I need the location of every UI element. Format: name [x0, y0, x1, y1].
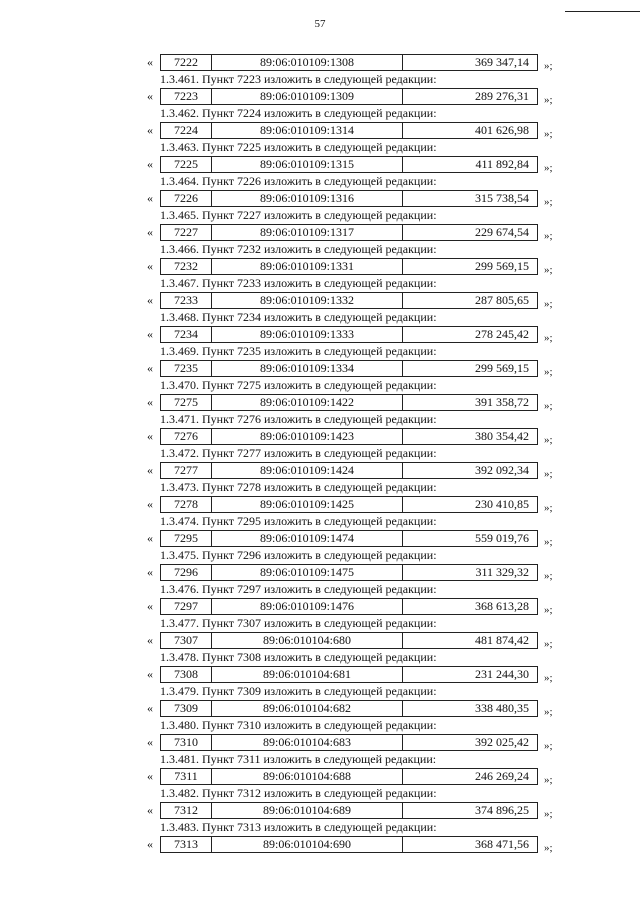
item-number-cell: 7308 — [160, 666, 212, 683]
close-quote: »; — [544, 196, 553, 208]
value-cell: 392 092,34 — [403, 462, 538, 479]
amendment-heading: 1.3.466. Пункт 7232 изложить в следующей редакции: — [160, 242, 437, 256]
open-quote: « — [147, 701, 153, 715]
amendment-entry — [0, 141, 640, 175]
item-number-cell: 7312 — [160, 802, 212, 819]
close-quote: »; — [544, 366, 553, 378]
table-row — [147, 700, 553, 717]
close-quote: »; — [544, 740, 553, 752]
amendment-entry — [0, 447, 640, 481]
item-number-cell: 7232 — [160, 258, 212, 275]
close-quote: »; — [544, 60, 553, 72]
open-quote: « — [147, 225, 153, 239]
value-cell: 368 471,56 — [403, 836, 538, 853]
amendment-heading: 1.3.483. Пункт 7313 изложить в следующей редакции: — [160, 820, 437, 834]
value-cell: 289 276,31 — [403, 88, 538, 105]
amendment-heading: 1.3.481. Пункт 7311 изложить в следующей редакции: — [160, 752, 437, 766]
close-quote: »; — [544, 332, 553, 344]
value-cell: 311 329,32 — [403, 564, 538, 581]
cadastral-number-cell: 89:06:010109:1308 — [212, 54, 403, 71]
amendment-entry — [0, 277, 640, 311]
open-quote: « — [147, 395, 153, 409]
table-row — [147, 462, 553, 479]
amendment-heading: 1.3.477. Пункт 7307 изложить в следующей редакции: — [160, 616, 437, 630]
cadastral-number-cell: 89:06:010109:1331 — [212, 258, 403, 275]
amendment-entry — [0, 379, 640, 413]
amendment-heading: 1.3.473. Пункт 7278 изложить в следующей редакции: — [160, 480, 437, 494]
table-row — [147, 530, 553, 547]
open-quote: « — [147, 123, 153, 137]
table-row — [147, 394, 553, 411]
table-row — [147, 496, 553, 513]
amendment-entry — [0, 243, 640, 277]
close-quote: »; — [544, 536, 553, 548]
close-quote: »; — [544, 400, 553, 412]
cadastral-number-cell: 89:06:010109:1333 — [212, 326, 403, 343]
amendment-entry — [0, 651, 640, 685]
table-row — [147, 190, 553, 207]
close-quote: »; — [544, 502, 553, 514]
cadastral-number-cell: 89:06:010109:1332 — [212, 292, 403, 309]
cadastral-number-cell: 89:06:010109:1316 — [212, 190, 403, 207]
open-quote: « — [147, 89, 153, 103]
item-number-cell: 7307 — [160, 632, 212, 649]
value-cell: 287 805,65 — [403, 292, 538, 309]
amendment-heading: 1.3.469. Пункт 7235 изложить в следующей редакции: — [160, 344, 437, 358]
value-cell: 559 019,76 — [403, 530, 538, 547]
amendment-entry — [0, 107, 640, 141]
item-number-cell: 7276 — [160, 428, 212, 445]
table-row — [147, 836, 553, 853]
item-number-cell: 7278 — [160, 496, 212, 513]
cadastral-number-cell: 89:06:010104:688 — [212, 768, 403, 785]
amendment-heading: 1.3.464. Пункт 7226 изложить в следующей редакции: — [160, 174, 437, 188]
value-cell: 229 674,54 — [403, 224, 538, 241]
value-cell: 374 896,25 — [403, 802, 538, 819]
open-quote: « — [147, 837, 153, 851]
amendment-entry — [0, 685, 640, 719]
cadastral-number-cell: 89:06:010109:1476 — [212, 598, 403, 615]
close-quote: »; — [544, 434, 553, 446]
cadastral-number-cell: 89:06:010109:1314 — [212, 122, 403, 139]
value-cell: 411 892,84 — [403, 156, 538, 173]
close-quote: »; — [544, 706, 553, 718]
amendment-entry — [0, 753, 640, 787]
item-number-cell: 7310 — [160, 734, 212, 751]
close-quote: »; — [544, 162, 553, 174]
value-cell: 230 410,85 — [403, 496, 538, 513]
amendment-heading: 1.3.474. Пункт 7295 изложить в следующей редакции: — [160, 514, 437, 528]
page-number: 57 — [314, 18, 326, 30]
cadastral-number-cell: 89:06:010109:1474 — [212, 530, 403, 547]
open-quote: « — [147, 803, 153, 817]
close-quote: »; — [544, 638, 553, 650]
amendment-entry — [0, 617, 640, 651]
table-row — [147, 292, 553, 309]
amendment-heading: 1.3.461. Пункт 7223 изложить в следующей редакции: — [160, 72, 437, 86]
close-quote: »; — [544, 468, 553, 480]
amendment-heading: 1.3.463. Пункт 7225 изложить в следующей редакции: — [160, 140, 437, 154]
open-quote: « — [147, 769, 153, 783]
cadastral-number-cell: 89:06:010104:682 — [212, 700, 403, 717]
item-number-cell: 7222 — [160, 54, 212, 71]
item-number-cell: 7313 — [160, 836, 212, 853]
close-quote: »; — [544, 604, 553, 616]
item-number-cell: 7309 — [160, 700, 212, 717]
table-row — [147, 802, 553, 819]
amendment-heading: 1.3.479. Пункт 7309 изложить в следующей редакции: — [160, 684, 437, 698]
item-number-cell: 7225 — [160, 156, 212, 173]
amendment-entry — [0, 583, 640, 617]
open-quote: « — [147, 565, 153, 579]
cadastral-number-cell: 89:06:010104:689 — [212, 802, 403, 819]
value-cell: 315 738,54 — [403, 190, 538, 207]
value-cell: 299 569,15 — [403, 360, 538, 377]
table-row — [147, 666, 553, 683]
amendment-heading: 1.3.478. Пункт 7308 изложить в следующей редакции: — [160, 650, 437, 664]
cadastral-number-cell: 89:06:010104:681 — [212, 666, 403, 683]
item-number-cell: 7311 — [160, 768, 212, 785]
cadastral-number-cell: 89:06:010109:1423 — [212, 428, 403, 445]
item-number-cell: 7226 — [160, 190, 212, 207]
table-row — [147, 224, 553, 241]
value-cell: 369 347,14 — [403, 54, 538, 71]
item-number-cell: 7227 — [160, 224, 212, 241]
close-quote: »; — [544, 230, 553, 242]
close-quote: »; — [544, 94, 553, 106]
amendment-heading: 1.3.470. Пункт 7275 изложить в следующей редакции: — [160, 378, 437, 392]
table-row — [147, 360, 553, 377]
table-row — [147, 768, 553, 785]
item-number-cell: 7233 — [160, 292, 212, 309]
table-row — [147, 88, 553, 105]
open-quote: « — [147, 361, 153, 375]
amendment-list — [0, 53, 640, 855]
open-quote: « — [147, 667, 153, 681]
close-quote: »; — [544, 128, 553, 140]
item-number-cell: 7275 — [160, 394, 212, 411]
open-quote: « — [147, 463, 153, 477]
cadastral-number-cell: 89:06:010109:1475 — [212, 564, 403, 581]
table-row — [147, 258, 553, 275]
open-quote: « — [147, 293, 153, 307]
amendment-heading: 1.3.472. Пункт 7277 изложить в следующей редакции: — [160, 446, 437, 460]
value-cell: 401 626,98 — [403, 122, 538, 139]
open-quote: « — [147, 531, 153, 545]
amendment-heading: 1.3.476. Пункт 7297 изложить в следующей редакции: — [160, 582, 437, 596]
open-quote: « — [147, 259, 153, 273]
open-quote: « — [147, 633, 153, 647]
table-row — [147, 598, 553, 615]
table-row — [147, 564, 553, 581]
table-row — [147, 734, 553, 751]
cadastral-number-cell: 89:06:010104:690 — [212, 836, 403, 853]
open-quote: « — [147, 157, 153, 171]
value-cell: 231 244,30 — [403, 666, 538, 683]
open-quote: « — [147, 429, 153, 443]
cadastral-number-cell: 89:06:010109:1317 — [212, 224, 403, 241]
item-number-cell: 7234 — [160, 326, 212, 343]
amendment-heading: 1.3.467. Пункт 7233 изложить в следующей редакции: — [160, 276, 437, 290]
open-quote: « — [147, 191, 153, 205]
cadastral-number-cell: 89:06:010104:680 — [212, 632, 403, 649]
table-row — [147, 428, 553, 445]
table-row — [147, 54, 553, 71]
table-row — [147, 122, 553, 139]
table-row — [147, 632, 553, 649]
amendment-entry — [0, 345, 640, 379]
amendment-entry — [0, 515, 640, 549]
amendment-entry — [0, 413, 640, 447]
value-cell: 338 480,35 — [403, 700, 538, 717]
amendment-heading: 1.3.465. Пункт 7227 изложить в следующей редакции: — [160, 208, 437, 222]
cadastral-number-cell: 89:06:010109:1315 — [212, 156, 403, 173]
item-number-cell: 7296 — [160, 564, 212, 581]
close-quote: »; — [544, 264, 553, 276]
open-quote: « — [147, 599, 153, 613]
value-cell: 380 354,42 — [403, 428, 538, 445]
close-quote: »; — [544, 570, 553, 582]
amendment-heading: 1.3.482. Пункт 7312 изложить в следующей редакции: — [160, 786, 437, 800]
value-cell: 278 245,42 — [403, 326, 538, 343]
value-cell: 368 613,28 — [403, 598, 538, 615]
open-quote: « — [147, 327, 153, 341]
cadastral-number-cell: 89:06:010109:1422 — [212, 394, 403, 411]
close-quote: »; — [544, 808, 553, 820]
amendment-entry — [0, 549, 640, 583]
cadastral-number-cell: 89:06:010109:1334 — [212, 360, 403, 377]
close-quote: »; — [544, 774, 553, 786]
value-cell: 246 269,24 — [403, 768, 538, 785]
amendment-heading: 1.3.462. Пункт 7224 изложить в следующей редакции: — [160, 106, 437, 120]
item-number-cell: 7235 — [160, 360, 212, 377]
amendment-heading: 1.3.471. Пункт 7276 изложить в следующей редакции: — [160, 412, 437, 426]
item-number-cell: 7295 — [160, 530, 212, 547]
amendment-heading: 1.3.475. Пункт 7296 изложить в следующей редакции: — [160, 548, 437, 562]
amendment-entry — [0, 719, 640, 753]
item-number-cell: 7297 — [160, 598, 212, 615]
open-quote: « — [147, 497, 153, 511]
item-number-cell: 7224 — [160, 122, 212, 139]
close-quote: »; — [544, 298, 553, 310]
amendment-entry — [0, 73, 640, 107]
amendment-entry — [0, 53, 640, 73]
amendment-entry — [0, 175, 640, 209]
cadastral-number-cell: 89:06:010109:1425 — [212, 496, 403, 513]
amendment-heading: 1.3.468. Пункт 7234 изложить в следующей редакции: — [160, 310, 437, 324]
table-row — [147, 156, 553, 173]
top-rule — [565, 11, 640, 12]
amendment-entry — [0, 481, 640, 515]
table-row — [147, 326, 553, 343]
open-quote: « — [147, 55, 153, 69]
value-cell: 481 874,42 — [403, 632, 538, 649]
amendment-entry — [0, 209, 640, 243]
cadastral-number-cell: 89:06:010109:1424 — [212, 462, 403, 479]
value-cell: 391 358,72 — [403, 394, 538, 411]
value-cell: 392 025,42 — [403, 734, 538, 751]
value-cell: 299 569,15 — [403, 258, 538, 275]
close-quote: »; — [544, 672, 553, 684]
amendment-entry — [0, 821, 640, 855]
amendment-heading: 1.3.480. Пункт 7310 изложить в следующей редакции: — [160, 718, 437, 732]
amendment-entry — [0, 787, 640, 821]
cadastral-number-cell: 89:06:010104:683 — [212, 734, 403, 751]
item-number-cell: 7277 — [160, 462, 212, 479]
amendment-entry — [0, 311, 640, 345]
item-number-cell: 7223 — [160, 88, 212, 105]
close-quote: »; — [544, 842, 553, 854]
open-quote: « — [147, 735, 153, 749]
cadastral-number-cell: 89:06:010109:1309 — [212, 88, 403, 105]
